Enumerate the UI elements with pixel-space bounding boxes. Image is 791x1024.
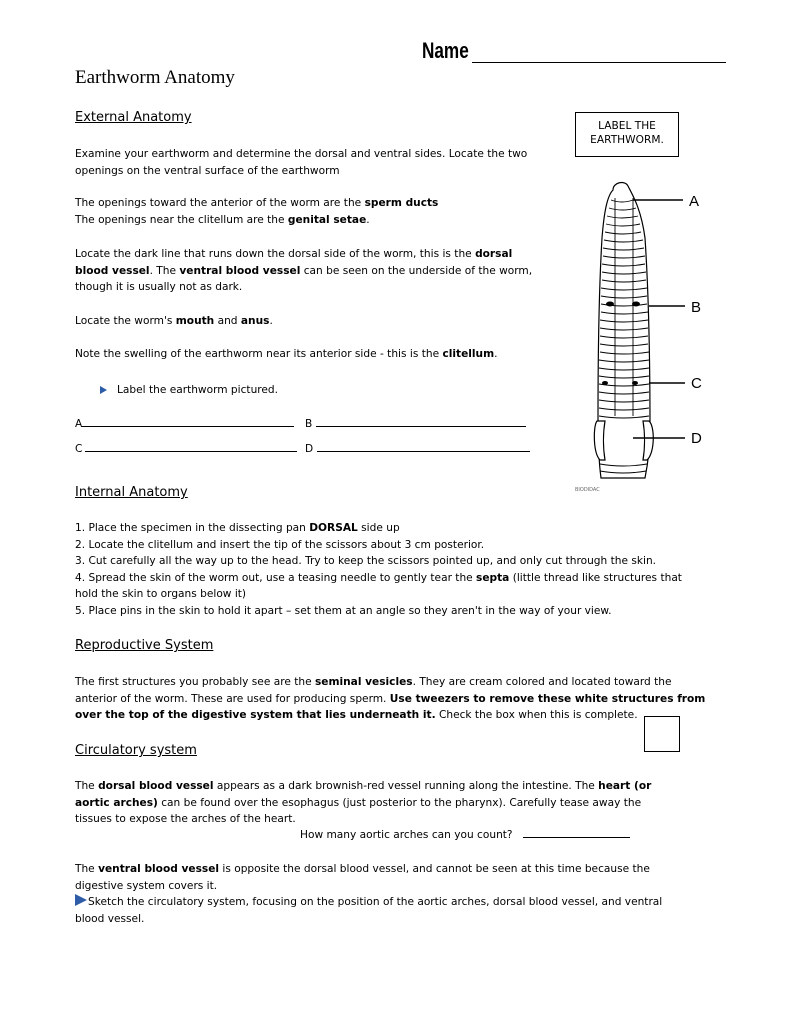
reproductive-heading: Reproductive System: [75, 638, 214, 653]
answer-a[interactable]: A: [75, 416, 294, 433]
internal-steps: 1. Place the specimen in the dissecting pan DORSAL side up 2. Locate the clitellum and insert the tip of the scissors about 3 cm posterior. 3. Cut carefully all the way up to the head. Try to keep the scissors pointed up, and only cut through the skin. 4. Spread the skin of the worm out, use a teasing needle to gently tear the septa (little thread like structures that hold the skin to organs below it) 5. Place pins in the skin to hold it apart – set them at an angle so they aren't in the way of your view.: [75, 522, 682, 617]
name-field[interactable]: [472, 62, 726, 63]
label-bullet: Label the earthworm pictured.: [100, 382, 278, 399]
name-label: Name: [422, 38, 469, 63]
external-clitellum: Note the swelling of the earthworm near its anterior side - this is the clitellum.: [75, 348, 498, 360]
label-box-line1: LABEL THE: [598, 120, 656, 132]
answer-c-field[interactable]: [85, 451, 297, 452]
answer-d-field[interactable]: [317, 451, 530, 452]
answer-d[interactable]: D: [305, 441, 530, 458]
label-instruction-box: [575, 112, 679, 157]
internal-anatomy-heading: Internal Anatomy: [75, 485, 188, 500]
circulatory-text: The dorsal blood vessel appears as a dark brownish-red vessel running along the intestine. The heart (or aortic arches) can be found over the esophagus (just posterior to the pharynx). Carefully tease away the tissues to expose the arches of the heart.: [75, 780, 652, 825]
figure-label-a: A: [689, 193, 700, 210]
figure-label-d: D: [691, 430, 702, 447]
figure-credit: BIODIDAC: [575, 487, 600, 493]
answer-a-field[interactable]: [82, 426, 294, 427]
arrow-bullet-icon: [100, 386, 107, 394]
label-box-line2: EARTHWORM.: [590, 134, 664, 146]
answer-b-field[interactable]: [316, 426, 526, 427]
earthworm-diagram: [555, 178, 725, 488]
external-intro: Examine your earthworm and determine the dorsal and ventral sides. Locate the two openings on the ventral surface of the earthworm: [75, 148, 528, 177]
aortic-count-field[interactable]: [523, 837, 630, 838]
page-title: Earthworm Anatomy: [75, 67, 235, 88]
external-blood-vessels: Locate the dark line that runs down the dorsal side of the worm, this is the dorsal blood vessel. The ventral blood vessel can be seen on the underside of the worm, though it is usually not as dark.: [75, 248, 533, 293]
figure-label-c: C: [691, 375, 702, 392]
aortic-question: How many aortic arches can you count?: [300, 827, 630, 844]
arrow-bullet-icon: [75, 894, 87, 906]
figure-label-b: B: [691, 299, 702, 316]
complete-checkbox[interactable]: [644, 716, 680, 752]
answer-c[interactable]: C: [75, 441, 297, 458]
circulatory-heading: Circulatory system: [75, 743, 197, 758]
reproductive-text: The first structures you probably see are the seminal vesicles. They are cream colored and located toward the anterior of the worm. These are used for producing sperm. Use tweezers to remove these white structures from over the top of the digestive system that lies underneath it. Check the box when this is complete.: [75, 676, 706, 721]
external-mouth-anus: Locate the worm's mouth and anus.: [75, 315, 273, 327]
ventral-vessel-text: The ventral blood vessel is opposite the dorsal blood vessel, and cannot be seen at this time because the digestive system covers it. Sketch the circulatory system, focusing on the position of the aortic arches, dorsal blood vessel, and ventral blood vessel.: [75, 863, 663, 925]
answer-b[interactable]: B: [305, 416, 526, 433]
external-anatomy-heading: External Anatomy: [75, 110, 192, 125]
external-openings: The openings toward the anterior of the worm are the sperm ducts The openings near the clitellum are the genital setae.: [75, 197, 439, 226]
